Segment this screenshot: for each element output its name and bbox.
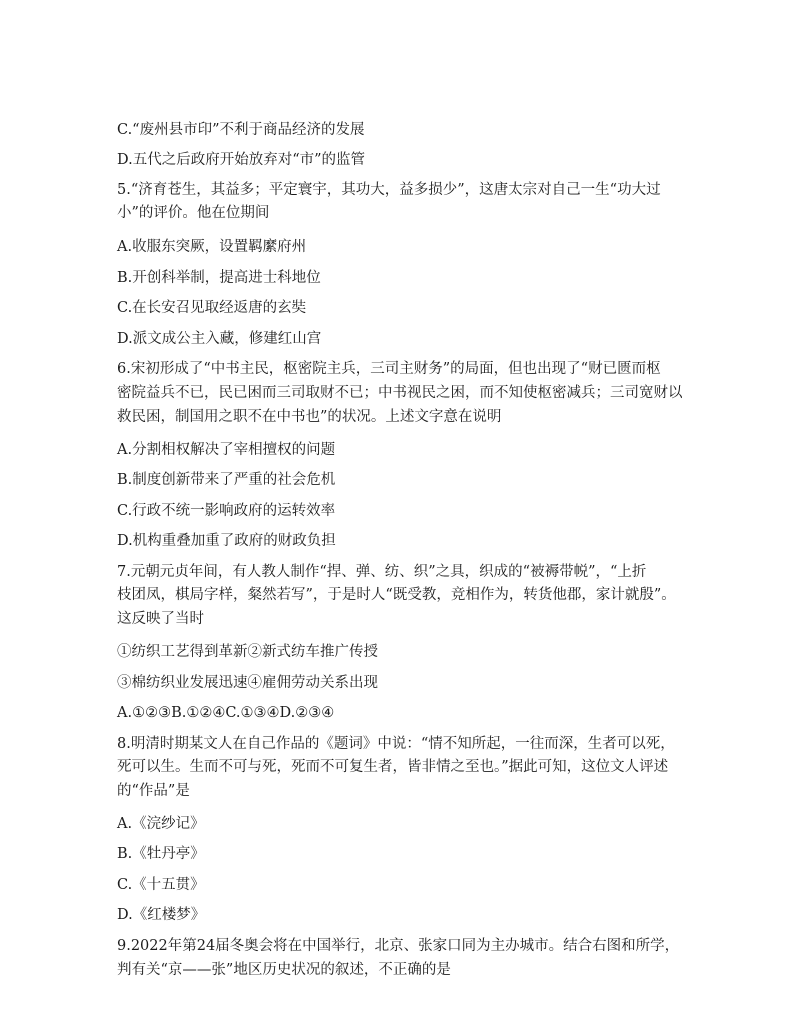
option-b-q5: B.开创科举制，提高进士科地位 (117, 270, 321, 286)
question-6-line-3: 救民困，制国用之职不在中书也”的状况。上述文字意在说明 (117, 409, 502, 425)
question-7-statements-2: ③棉纺织业发展迅速④雇佣劳动关系出现 (117, 675, 378, 691)
option-d-q6: D.机构重叠加重了政府的财政负担 (117, 533, 336, 549)
question-7-options: A.①②③B.①②④C.①③④D.②③④ (117, 705, 335, 721)
question-5-line-1: 5.“济育苍生，其益多；平定寰宇，其功大，益多损少”，这唐太宗对自己一生“功大过 (117, 182, 661, 198)
option-a-q8: A.《浣纱记》 (117, 816, 205, 832)
option-d-q8: D.《红楼梦》 (117, 907, 206, 923)
question-6-line-1: 6.宋初形成了“中书主民，枢密院主兵，三司主财务”的局面，但也出现了“财已匮而枢 (117, 361, 661, 377)
question-8-line-3: 的“作品”是 (117, 783, 190, 799)
question-7-line-2: 枝团凤，棋局字样，粲然若写”，于是时人“既受教，竞相作为，转货他郡，家计就殷”。 (117, 587, 676, 603)
question-7-line-1: 7.元朝元贞年间，有人教人制作“捍、弹、纺、织”之具，织成的“被褥带帨”，“上折 (117, 564, 647, 580)
question-6-line-2: 密院益兵不已，民已困而三司取财不已；中书视民之困，而不知使枢密减兵；三司宽财以 (117, 385, 683, 401)
option-c-q6: C.行政不统一影响政府的运转效率 (117, 503, 336, 519)
option-d-q4: D.五代之后政府开始放弃对“市”的监管 (117, 152, 366, 168)
question-9-line-1: 9.2022年第24届冬奥会将在中国举行，北京、张家口同为主办城市。结合右图和所学， (117, 938, 680, 954)
option-a-q6: A.分割相权解决了宰相擅权的问题 (117, 442, 336, 458)
option-b-q6: B.制度创新带来了严重的社会危机 (117, 472, 336, 488)
question-7-statements-1: ①纺织工艺得到革新②新式纺车推广传授 (117, 644, 378, 660)
option-a-q5: A.收服东突厥，设置羁縻府州 (117, 239, 307, 255)
option-c-q5: C.在长安召见取经返唐的玄奘 (117, 300, 307, 316)
option-b-q8: B.《牡丹亭》 (117, 846, 205, 862)
question-7-line-3: 这反映了当时 (117, 611, 204, 627)
option-c-q4: C.“废州县市印”不利于商品经济的发展 (117, 122, 365, 138)
question-8-line-2: 死可以生。生而不可与死，死而不可复生者，皆非情之至也。”据此可知，这位文人评述 (117, 759, 669, 775)
option-d-q5: D.派文成公主入藏，修建红山宫 (117, 331, 322, 347)
question-8-line-1: 8.明清时期某文人在自己作品的《题词》中说：“情不知所起，一往而深，生者可以死， (117, 736, 675, 752)
question-5-line-2: 小”的评价。他在位期间 (117, 205, 270, 221)
option-c-q8: C.《十五贯》 (117, 877, 205, 893)
question-9-line-2: 判有关“京——张”地区历史状况的叙述，不正确的是 (117, 962, 451, 978)
